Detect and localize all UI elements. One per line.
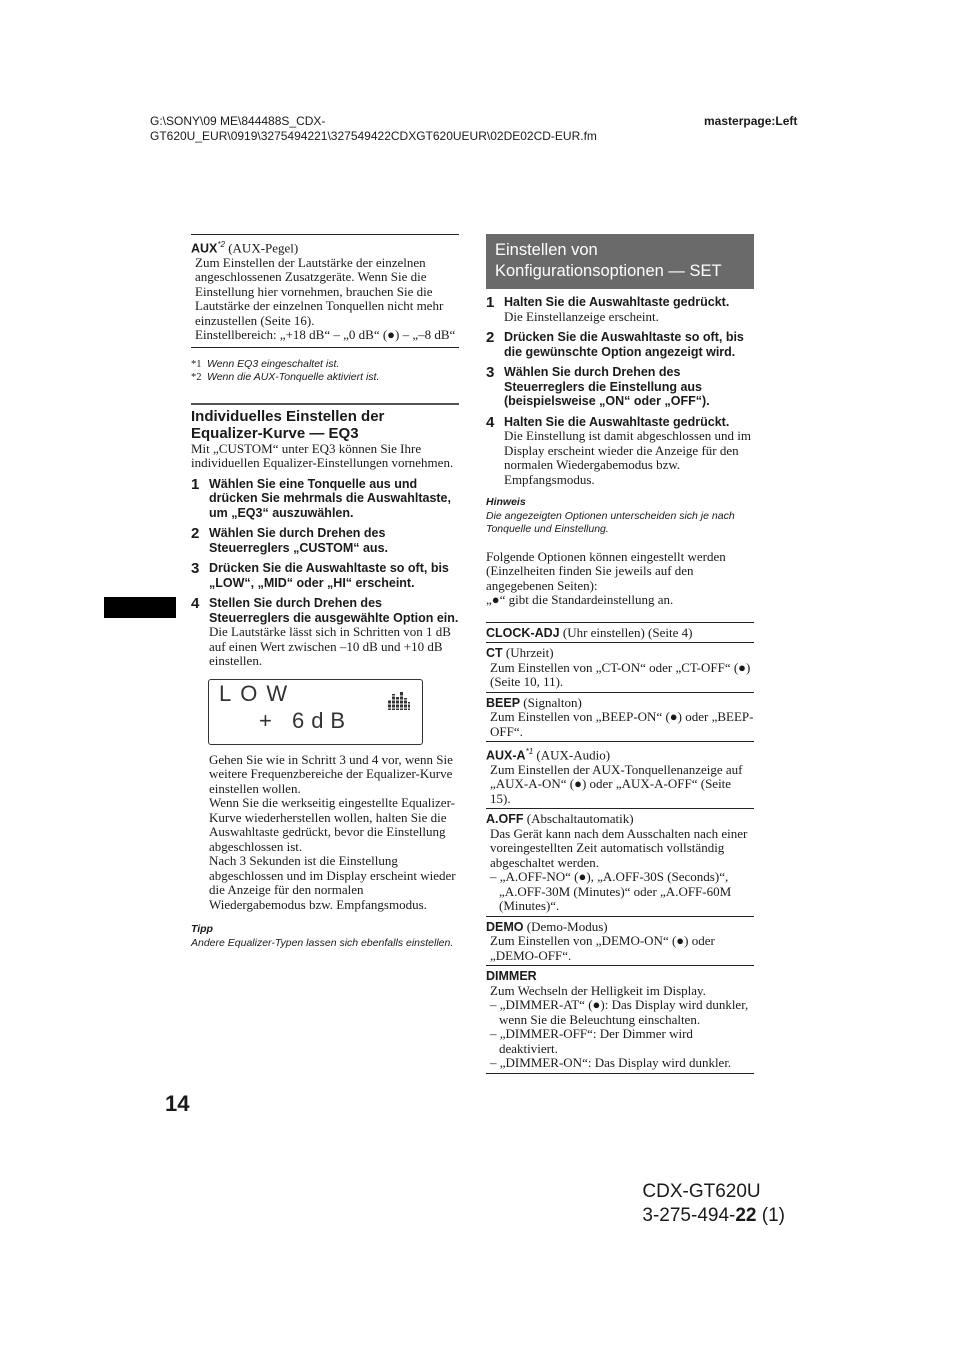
set-step-3: [486, 365, 754, 409]
default-note: „●“ gibt die Standardeinstellung an.: [486, 592, 674, 607]
demo-desc: Zum Einstellen von „DEMO-ON“ (●) oder „DEMO-OFF“.: [490, 933, 715, 963]
part-number-bold: 22: [735, 1205, 757, 1226]
after-lcd-para-3: Nach 3 Sekunden ist die Einstellung abgeschlossen und im Display erscheint wieder die Anzeige für den normalen Wiedergabemodus bzw. Empfangsmodus.: [209, 853, 456, 912]
set-step-1-title: Halten Sie die Auswahltaste gedrückt.: [504, 295, 730, 309]
eq-step-2-title: Wählen Sie durch Drehen des Steuerreglers „CUSTOM“ aus.: [209, 526, 388, 555]
options-bottom-rule: [486, 1073, 754, 1074]
options-list: [486, 622, 754, 1074]
chapter-tab-marker: [104, 597, 176, 618]
eq-step-1-title: Wählen Sie eine Tonquelle aus und drücken Sie mehrmals die Auswahltaste, um „EQ3“ auszuwählen.: [209, 476, 451, 520]
eq-step-3: [191, 561, 459, 590]
after-lcd-text: [191, 753, 459, 913]
dimmer-item-2: – „DIMMER-OFF“: Der Dimmer wird deaktiviert.: [490, 1026, 693, 1056]
footnotes: [191, 358, 459, 384]
section-intro: Mit „CUSTOM“ unter EQ3 können Sie Ihre individuellen Equalizer-Einstellungen vornehmen.: [191, 440, 454, 471]
set-steps: [486, 295, 754, 487]
eq-step-4: [191, 596, 459, 669]
eq-step-3-number: 3: [191, 560, 200, 578]
footnote-2: [191, 371, 459, 384]
beep-term: BEEP: [486, 695, 521, 710]
set-step-1-number: 1: [486, 294, 495, 311]
aux-term: AUX: [191, 241, 218, 256]
set-step-4-title: Halten Sie die Auswahltaste gedrückt.: [504, 414, 730, 429]
options-intro: Folgende Optionen können eingestellt werden (Einzelheiten finden Sie jeweils auf den angegebenen Seiten):: [486, 548, 726, 593]
file-path-line-1: G:\SONY\09 ME\844488S_CDX-: [150, 114, 326, 128]
a-off-values: – „A.OFF-NO“ (●), „A.OFF-30S (Seconds)“, „A.OFF-30M (Minutes)“ oder „A.OFF-60M (Minutes)“.: [490, 869, 732, 914]
page-number: 14: [165, 1091, 190, 1116]
demo-term: DEMO: [486, 919, 524, 934]
aux-range: Einstellbereich: „+18 dB“ – „0 dB“ (●) – „–8 dB“: [195, 327, 456, 343]
tip-text: Andere Equalizer-Typen lassen sich ebenfalls einstellen.: [191, 936, 454, 949]
a-off-term: A.OFF: [486, 812, 524, 827]
dimmer-item-1: – „DIMMER-AT“ (●): Das Display wird dunkler, wenn Sie die Beleuchtung einschalten.: [490, 997, 749, 1027]
eq-step-4-title: Stellen Sie durch Drehen des Steuerreglers die ausgewählte Option ein.: [209, 596, 459, 625]
footnote-1: [191, 358, 459, 371]
aux-paren: (AUX-Pegel): [224, 240, 299, 256]
lcd-display-illustration: [208, 679, 423, 745]
eq-step-4-number: 4: [191, 595, 200, 613]
model-info: [642, 1180, 785, 1228]
a-off-desc: Das Gerät kann nach dem Ausschalten nach einer voreingestellten Zeit automatisch vollständig abgeschaltet werden.: [490, 825, 748, 870]
set-step-2-title: Drücken Sie die Auswahltaste so oft, bis die gewünschte Option angezeigt wird.: [504, 330, 744, 359]
eq-step-1: [191, 477, 459, 521]
aux-a-term: AUX-A: [486, 748, 526, 763]
model-name: CDX-GT620U: [642, 1181, 761, 1202]
file-path-line-2: GT620U_EUR\0919\3275494221\327549422CDXGT620UEUR\02DE02CD-EUR.fm: [150, 129, 597, 143]
file-path: [150, 114, 670, 144]
beep-desc: Zum Einstellen von „BEEP-ON“ (●) oder „BEEP-OFF“.: [490, 709, 754, 739]
option-demo: [486, 916, 754, 966]
section-rule: [191, 403, 459, 405]
dimmer-term: DIMMER: [486, 969, 537, 984]
option-ct: [486, 642, 754, 692]
right-column: [486, 234, 754, 1074]
dimmer-desc: Zum Wechseln der Helligkeit im Display.: [490, 982, 706, 998]
after-lcd-para-1: Gehen Sie wie in Schritt 3 und 4 vor, wenn Sie weitere Frequenzbereiche der Equalizer-Kurve einstellen wollen.: [209, 751, 453, 796]
aux-a-paren: (AUX-Audio): [533, 747, 611, 763]
ct-desc: Zum Einstellen von „CT-ON“ oder „CT-OFF“ (●) (Seite 10, 11).: [490, 659, 751, 689]
set-step-4-number: 4: [486, 413, 495, 431]
set-step-4-desc: Die Einstellung ist damit abgeschlossen und im Display erscheint wieder die Anzeige für den normalen Wiedergabemodus bzw. Empfangsmodus.: [504, 428, 751, 487]
a-off-paren: (Abschaltautomatik): [523, 811, 634, 827]
beep-paren: (Signalton): [520, 694, 582, 710]
footnote-2-text: Wenn die AUX-Tonquelle aktiviert ist.: [207, 370, 380, 383]
lcd-line-2: + 6dB: [259, 707, 353, 733]
eq-step-1-number: 1: [191, 475, 200, 493]
masterpage-label: masterpage:Left: [704, 114, 798, 128]
footnote-1-mark: *1: [191, 358, 202, 370]
ct-paren: (Uhrzeit): [502, 645, 554, 660]
aux-desc: Zum Einstellen der Lautstärke der einzelnen angeschlossenen Zusatzgeräte. Wenn Sie die Einstellung hier vornehmen, brauchen Sie die Lautstärke der einzelnen Tonquellen nicht mehr einzustellen (Seite 16).: [195, 254, 444, 328]
option-beep: [486, 692, 754, 742]
set-step-3-title: Wählen Sie durch Drehen des Steuerreglers die Einstellung aus (beispielsweise „ON“ oder „OFF“).: [504, 365, 710, 408]
eq-steps: [191, 477, 459, 669]
aux-a-desc: Zum Einstellen der AUX-Tonquellenanzeige auf „AUX-A-ON“ (●) oder „AUX-A-OFF“ (Seite 15).: [490, 761, 743, 806]
footnote-1-text: Wenn EQ3 eingeschaltet ist.: [207, 357, 340, 370]
section-banner: Einstellen von Konfigurationsoptionen — SET: [486, 234, 754, 289]
eq-step-2-number: 2: [191, 525, 200, 543]
set-step-4: [486, 415, 754, 488]
footnote-2-mark: *2: [191, 371, 202, 383]
left-column: [191, 234, 459, 950]
option-dimmer: [486, 965, 754, 1073]
set-step-1: [486, 295, 754, 324]
set-step-2: [486, 330, 754, 359]
tip-title: Tipp: [191, 923, 213, 936]
aux-entry: [191, 234, 459, 345]
dimmer-item-3: – „DIMMER-ON“: Das Display wird dunkler.: [490, 1055, 732, 1071]
eq-step-3-title: Drücken Sie die Auswahltaste so oft, bis „LOW“, „MID“ oder „HI“ erscheint.: [209, 561, 449, 590]
hint-title: Hinweis: [486, 496, 526, 508]
set-step-1-desc: Die Einstellanzeige erscheint.: [504, 308, 659, 324]
hint-text: Die angezeigten Optionen unterscheiden sich je nach Tonquelle und Einstellung.: [486, 509, 735, 535]
section-title: Individuelles Einstellen der Equalizer-Kurve — EQ3: [191, 407, 385, 442]
demo-paren: (Demo-Modus): [523, 918, 608, 934]
lcd-line-1: LOW: [219, 680, 297, 706]
eq-step-4-desc: Die Lautstärke lässt sich in Schritten von 1 dB auf einen Wert zwischen –10 dB und +10 dB einstellen.: [209, 624, 451, 669]
part-number-prefix: 3-275-494-: [642, 1205, 736, 1226]
option-aux-a: [486, 741, 754, 808]
clock-adj-paren: (Uhr einstellen) (Seite 4): [559, 624, 693, 640]
set-step-2-number: 2: [486, 329, 495, 346]
aux-sup: *2: [217, 240, 225, 249]
part-number-suffix: (1): [756, 1205, 785, 1226]
option-a-off: [486, 808, 754, 916]
equalizer-icon: [387, 688, 411, 712]
set-step-3-number: 3: [486, 364, 495, 381]
after-lcd-para-2: Wenn Sie die werkseitig eingestellte Equalizer-Kurve wiederherstellen wollen, halten Sie die Auswahltaste gedrückt, bevor die Einstellung abgeschlossen ist.: [209, 795, 455, 854]
clock-adj-term: CLOCK-ADJ: [486, 625, 560, 640]
option-clock-adj: [486, 622, 754, 643]
part-number: [642, 1204, 785, 1228]
aux-a-sup: *1: [525, 747, 534, 756]
aux-bottom-rule: [191, 347, 459, 348]
ct-term: CT: [486, 646, 503, 660]
eq-step-2: [191, 526, 459, 555]
